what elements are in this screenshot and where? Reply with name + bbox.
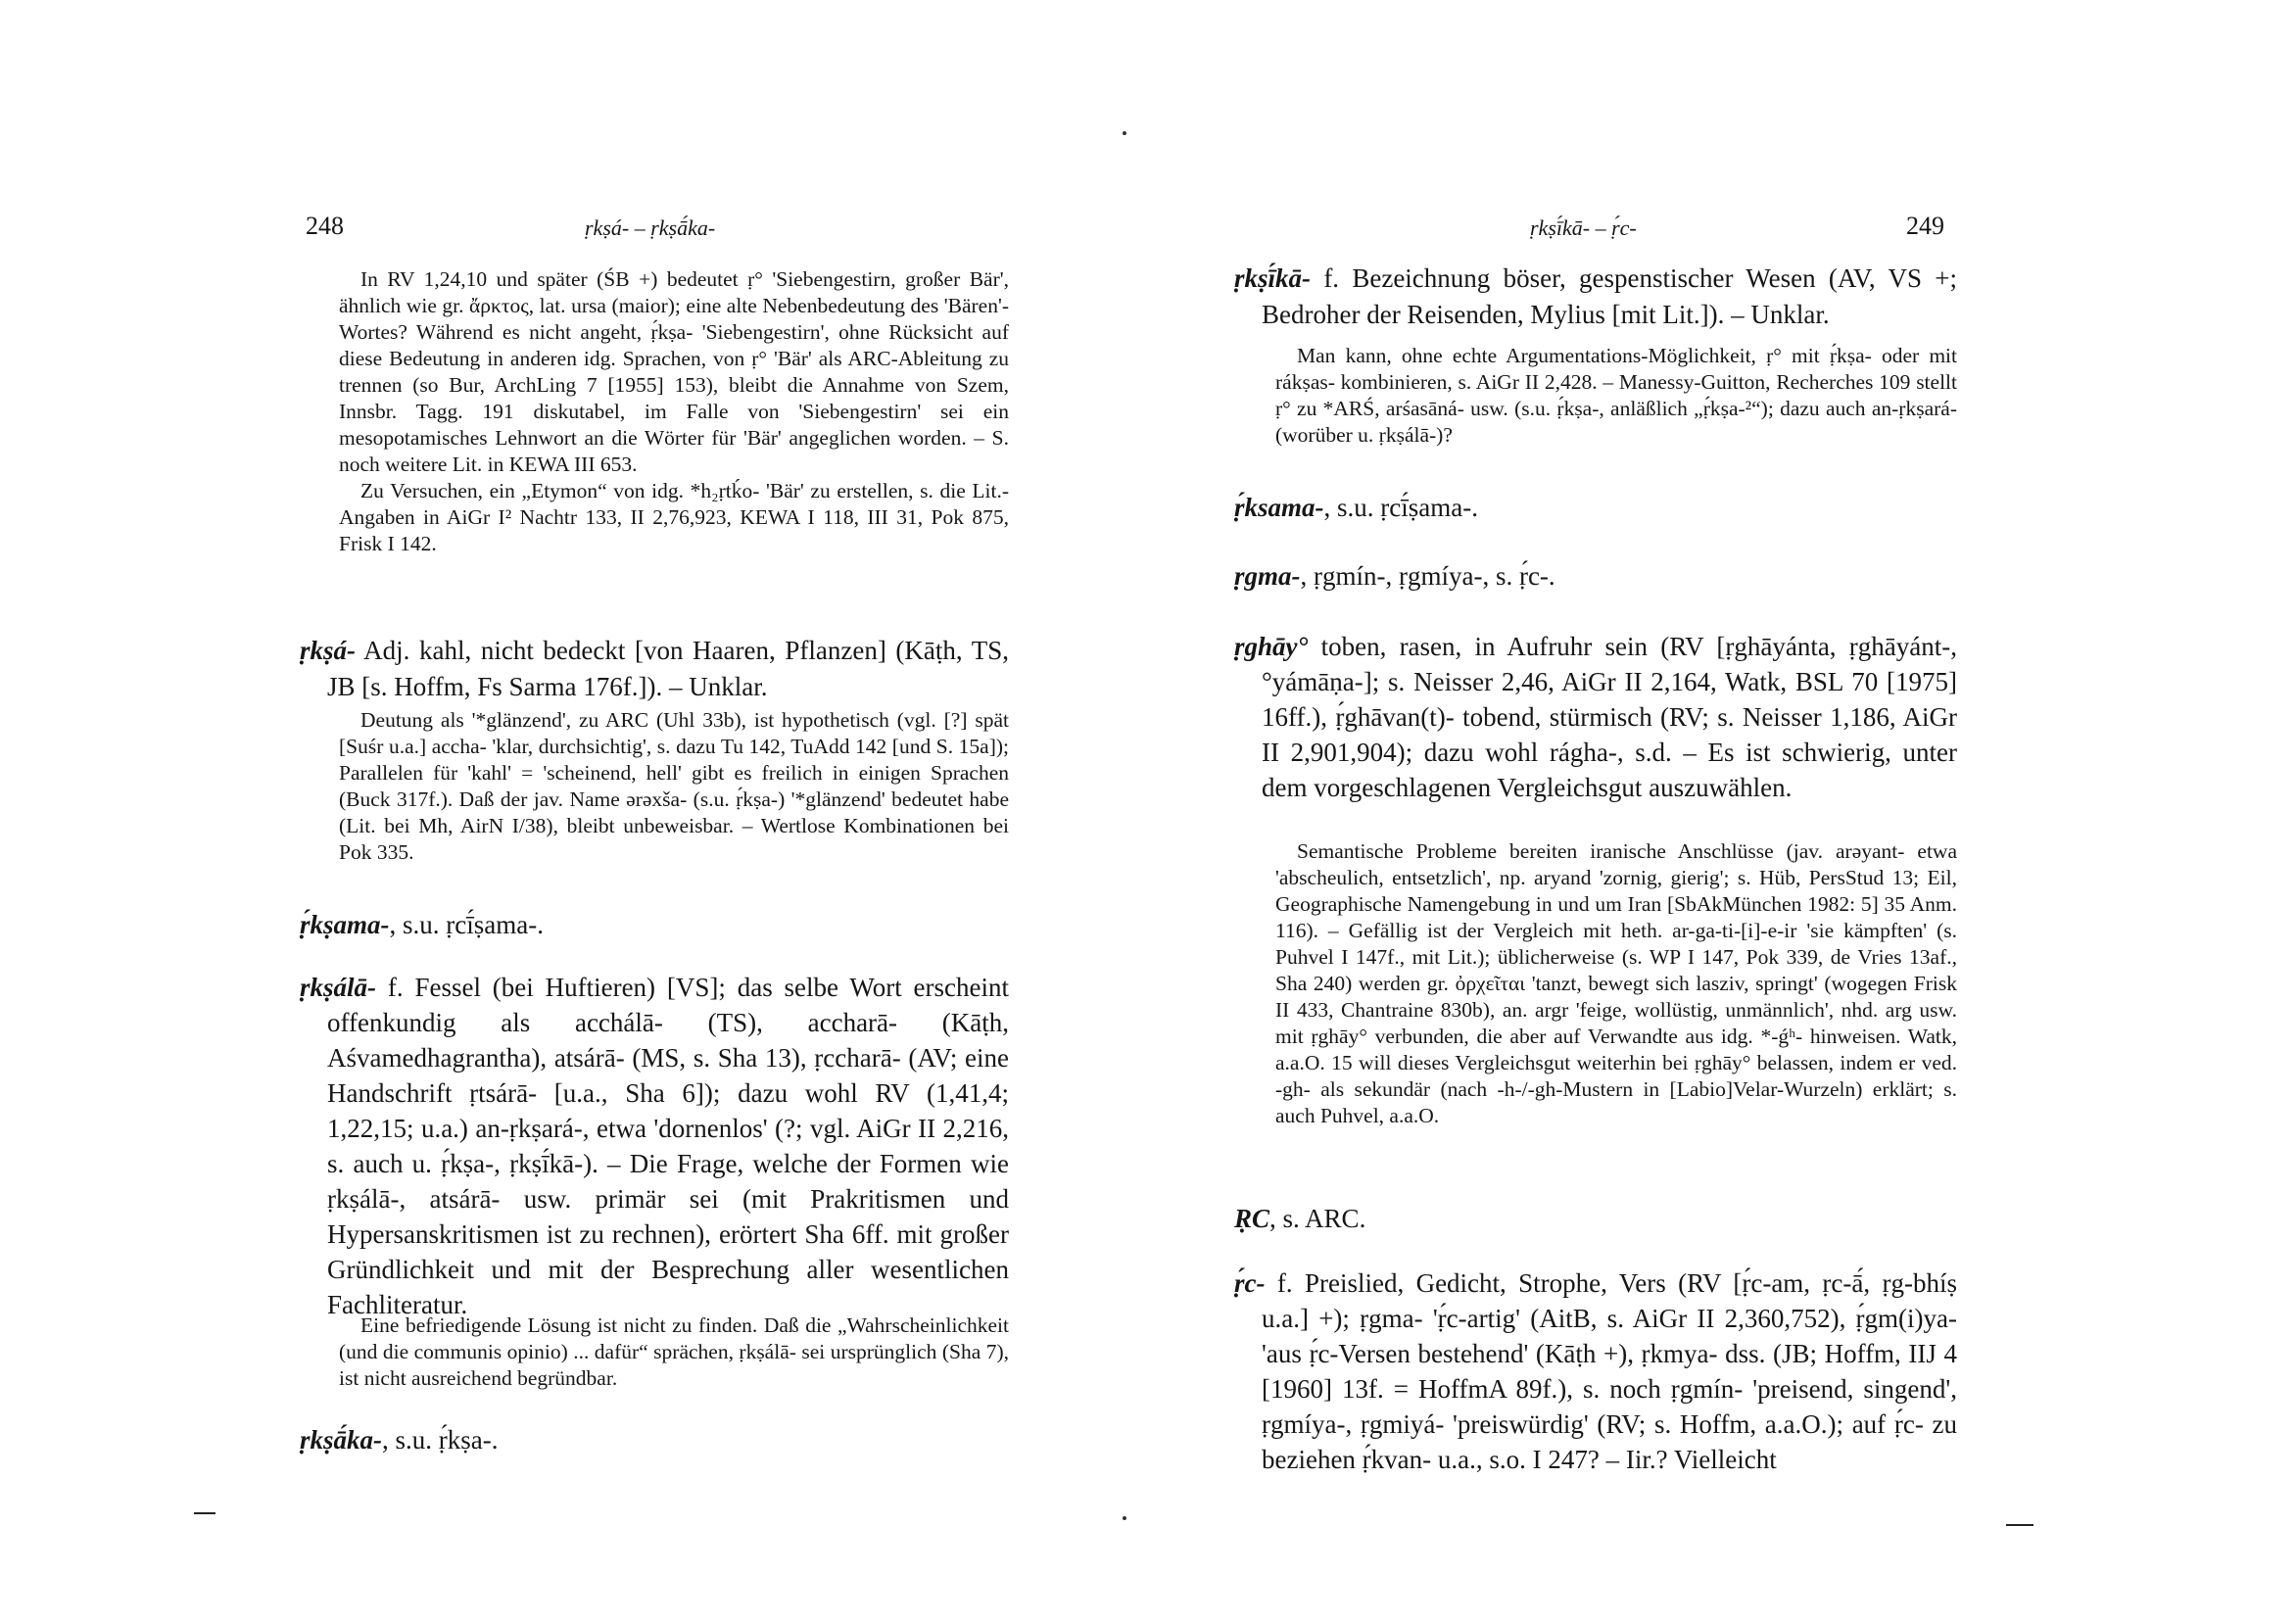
note-paragraph: Deutung als '*glänzend', zu ARC (Uhl 33b), ist hypothetisch (vgl. [?] spät [Suśr u.a.] accha- 'klar, durchsichtig', s. dazu Tu 142, TuAdd 142 [und S. 15a]); Parallelen für 'kahl' = 'scheinend, hell' gibt es freilich in einigen Sprachen (Buck 317f.). Daß der jav. Name ərəxša- (s.u. ṛ́kṣa-) '*glänzend' bedeutet habe (Lit. bei Mh, AirN I/38), bleibt unbeweisbar. – Wertlose Kombinationen bei Pok 335. — [339, 708, 1009, 864]
entry-note — [339, 707, 1009, 866]
entry-text: , s.u. ṛcī́ṣama-. — [1323, 493, 1478, 522]
running-head: ṛkṣá- – ṛkṣā́ka- — [585, 215, 716, 240]
entry-headword: ṛ́c- — [1234, 1268, 1266, 1298]
entry — [300, 970, 1009, 1322]
right-page — [1148, 0, 2296, 1622]
note-paragraph: Man kann, ohne echte Argumentations-Möglichkeit, ṛ° mit ṛ́kṣa- oder mit rákṣas- kombinieren, s. AiGr II 2,428. – Manessy-Guitton, Recherches 109 stellt ṛ° zu *ARŚ, arśasāná- usw. (s.u. ṛ́kṣa-, anläßlich „ṛ́kṣa-²“); dazu auch an-ṛkṣará- (worüber u. ṛkṣálā-)? — [1275, 344, 1957, 447]
note-paragraph: Eine befriedigende Lösung ist nicht zu finden. Daß die „Wahrscheinlichkeit (und die communis opinio) ... dafür“ sprächen, ṛkṣálā- sei ursprünglich (Sha 7), ist nicht ausreichend begründbar. — [339, 1313, 1009, 1390]
entry-headword: ṛkṣá- — [300, 636, 357, 665]
entry-text: , s.u. ṛcī́ṣama-. — [389, 910, 544, 939]
entry-note — [1275, 838, 1957, 1129]
entry-headword: ṛgma- — [1234, 561, 1301, 591]
entry-note — [339, 1312, 1009, 1392]
entry-headword: ṛkṣī́kā- — [1234, 263, 1312, 293]
page-number: 249 — [1906, 212, 1944, 240]
entry-headword: ṛ́kṣama- — [300, 910, 390, 939]
entry — [1234, 558, 1957, 595]
entry-note — [1275, 343, 1957, 449]
note-paragraph: Semantische Probleme bereiten iranische Anschlüsse (jav. arəyant- etwa 'abscheulich, entsetzlich', np. aryand 'zornig, gierig'; s. Hüb, PersStud 13; Eil, Geographische Namengebung in und um Iran [SbAkMünchen 1982: 5] 35 Anm. 116). – Gefällig ist der Vergleich mit heth. ar-ga-ti-[i]-e-ir 'sie kämpften' (s. Puhvel I 147f., mit Lit.); üblicherweise (s. WP I 147, Pok 339, de Vries 13af., Sha 240) werden gr. ὀρχεῖται 'tanzt, bewegt sich lasziv, springt' (wogegen Frisk II 433, Chantraine 830b), an. argr 'feige, wollüstig, unmännlich', nhd. arg usw. mit ṛghāy° verbunden, die aber auf Verwandte aus idg. *-ǵʰ- hinweisen. Watk, a.a.O. 15 will dieses Vergleichsgut weiterhin bei ṛghāy° belassen, indem er ved. -gh- als sekundär (nach -h-/-gh-Mustern in [Labio]Velar-Wurzeln) erklärt; s. auch Puhvel, a.a.O. — [1275, 839, 1957, 1127]
entry-text: toben, rasen, in Aufruhr sein (RV [ṛghāyánta, ṛghāyánt-, °yámāṇa-]; s. Neisser 2,46, AiGr II 2,164, Watk, BSL 70 [1975] 16ff.), ṛ́ghāvan(t)- tobend, stürmisch (RV; s. Neisser 1,186, AiGr II 2,901,904); dazu wohl rágha-, s.d. – Es ist schwierig, unter dem vorgeschlagenen Vergleichsgut auszuwählen. — [1262, 632, 1958, 802]
entry-headword: ṛkṣā́ka- — [300, 1425, 383, 1455]
entry — [1234, 490, 1957, 526]
entry-text: , s. ARC. — [1269, 1204, 1366, 1233]
note-paragraph: Zu Versuchen, ein „Etymon“ von idg. *h₂ṛtḱo- 'Bär' zu erstellen, s. die Lit.-Angaben in AiGr I² Nachtr 133, II 2,76,923, KEWA I 118, III 31, Pok 875, Frisk I 142. — [339, 479, 1009, 555]
scan-mark — [194, 1512, 215, 1514]
entry — [1234, 261, 1957, 333]
entry-headword: ṛ́ksama- — [1234, 493, 1324, 522]
entry — [300, 907, 1009, 943]
running-head: ṛkṣī́kā- – ṛ́c- — [1530, 215, 1637, 240]
scan-dot — [1123, 1516, 1126, 1520]
entry — [1234, 629, 1957, 805]
note-paragraph: In RV 1,24,10 und später (ŚB +) bedeutet ṛ° 'Siebengestirn, großer Bär', ähnlich wie gr. ἄρκτος, lat. ursa (maior); eine alte Nebenbedeutung des 'Bären'-Wortes? Während es nicht angeht, ṛ́kṣa- 'Siebengestirn', ohne Rücksicht auf diese Bedeutung in anderen idg. Sprachen, von ṛ° 'Bär' als ARC-Ableitung zu trennen (so Bur, ArchLing 7 [1955] 153), bleibt die Annahme von Szem, Innsbr. Tagg. 191 diskutabel, im Falle von 'Siebengestirn' sei ein mesopotamisches Lehnwort an die Wörter für 'Bär' angeglichen worden. – S. noch weitere Lit. in KEWA III 653. — [339, 267, 1009, 476]
scan-mark — [2006, 1524, 2033, 1526]
entry — [300, 1422, 1009, 1458]
entry — [1234, 1201, 1957, 1237]
entry-text: , s.u. ṛ́kṣa-. — [382, 1425, 499, 1455]
intro-note — [339, 266, 1009, 557]
entry-text: f. Fessel (bei Huftieren) [VS]; das selbe Wort erscheint offenkundig als acchálā- (TS), accharā- (Kāṭh, Aśvamedhagrantha), atsárā- (MS, s. Sha 13), ṛccharā- (AV; eine Handschrift ṛtsárā- [u.a., Sha 6]); dazu wohl RV (1,41,4; 1,22,15; u.a.) an-ṛkṣará-, etwa 'dornenlos' (?; vgl. AiGr II 2,216, s. auch u. ṛ́kṣa-, ṛkṣī́kā-). – Die Frage, welche der Formen wie ṛkṣálā-, atsárā- usw. primär sei (mit Prakritismen und Hypersanskritismen ist zu rechnen), erörtert Sha 6ff. mit großer Gründlichkeit und mit der Besprechung aller wesentlichen Fachliteratur. — [327, 973, 1009, 1319]
entry-text: Adj. kahl, nicht bedeckt [von Haaren, Pflanzen] (Kāṭh, TS, JB [s. Hoffm, Fs Sarma 176f.]). – Unklar. — [327, 636, 1010, 701]
entry-headword: ṛghāy° — [1234, 632, 1309, 661]
entry-headword: ṛkṣálā- — [300, 973, 377, 1002]
entry-headword: ṚC — [1234, 1204, 1270, 1233]
entry-text: f. Preislied, Gedicht, Strophe, Vers (RV [ṛ́c-am, ṛc-ā́, ṛg-bhíṣ u.a.] +); ṛgma- 'ṛ́c-artig' (AitB, s. AiGr II 2,360,752), ṛ́gm(i)ya- 'aus ṛ́c-Versen bestehend' (Kāṭh +), ṛkmya- dss. (JB; Hoffm, IIJ 4 [1960] 13f. = HoffmA 89f.), s. noch ṛgmín- 'preisend, singend', ṛgmíya-, ṛgmiyá- 'preiswürdig' (RV; s. Hoffm, a.a.O.); auf ṛ́c- zu beziehen ṛ́kvan- u.a., s.o. I 247? – Iir.? Vielleicht — [1262, 1268, 1957, 1474]
entry — [1234, 1265, 1957, 1477]
entry-text: , ṛgmín-, ṛgmíya-, s. ṛ́c-. — [1300, 561, 1555, 591]
page-number: 248 — [306, 212, 344, 240]
entry-text: f. Bezeichnung böser, gespenstischer Wesen (AV, VS +; Bedroher der Reisenden, Mylius [mit Lit.]). – Unklar. — [1262, 263, 1957, 329]
scan-dot — [1123, 131, 1126, 135]
entry — [300, 633, 1009, 705]
